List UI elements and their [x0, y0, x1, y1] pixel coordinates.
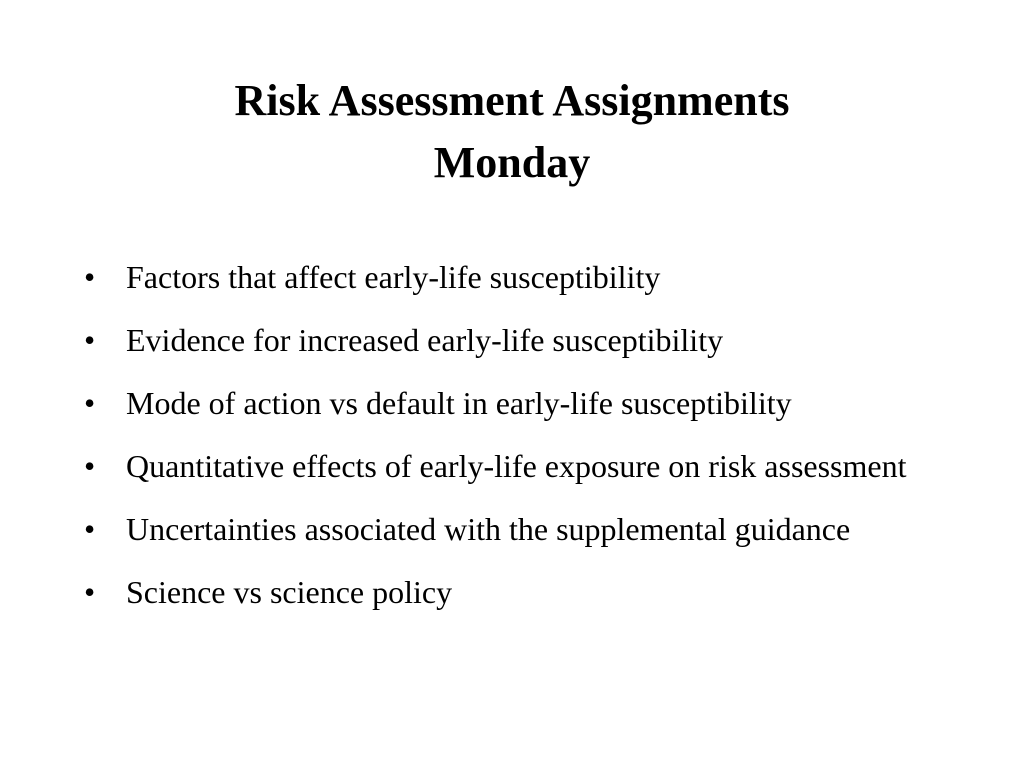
bullet-icon: • [84, 259, 96, 295]
bullet-text: Quantitative effects of early-life exposure on risk assessment [126, 448, 907, 484]
bullet-text: Uncertainties associated with the supplemental guidance [126, 511, 851, 547]
bullet-text: Evidence for increased early-life susceptibility [126, 322, 724, 358]
bullet-item [84, 573, 974, 611]
slide-title-line-1: Risk Assessment Assignments [234, 76, 790, 125]
bullet-icon: • [84, 448, 96, 484]
bullet-item [84, 510, 974, 548]
bullet-icon: • [84, 322, 96, 358]
bullet-text: Science vs science policy [126, 574, 453, 610]
bullet-list [84, 258, 974, 636]
slide-title-line-2: Monday [433, 138, 591, 187]
bullet-item [84, 447, 974, 485]
bullet-icon: • [84, 511, 96, 547]
bullet-item [84, 258, 974, 296]
slide-title [0, 70, 1024, 194]
bullet-icon: • [84, 385, 96, 421]
bullet-text: Factors that affect early-life susceptibility [126, 259, 661, 295]
bullet-item [84, 384, 974, 422]
bullet-icon: • [84, 574, 96, 610]
bullet-item [84, 321, 974, 359]
bullet-text: Mode of action vs default in early-life susceptibility [126, 385, 792, 421]
